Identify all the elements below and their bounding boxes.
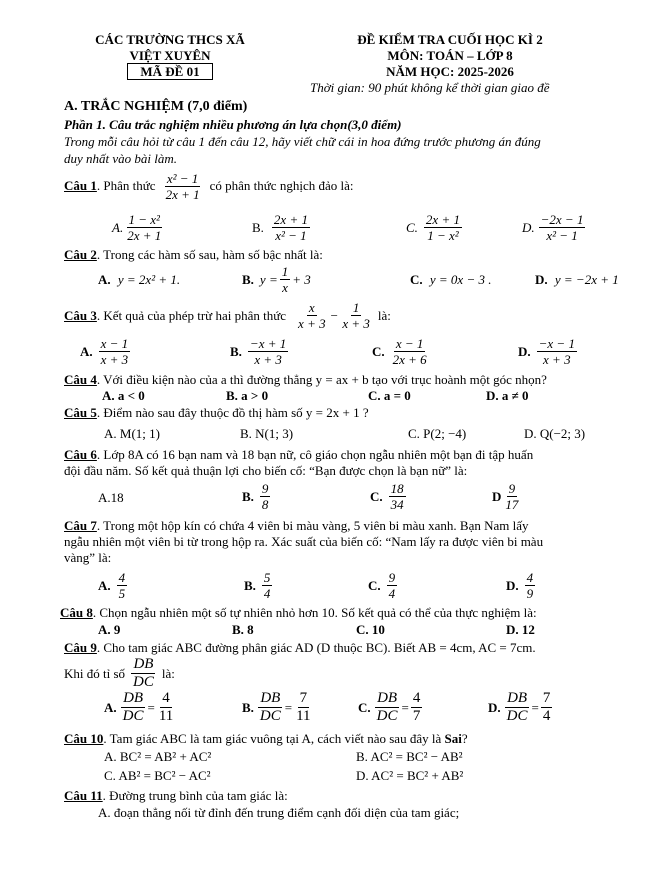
part1-instruction-line1: Trong mỗi câu hỏi từ câu 1 đến câu 12, hãy viết chữ cái in hoa đứng trước phương án đúng bbox=[64, 134, 541, 149]
option-c: C. a = 0 bbox=[368, 388, 411, 403]
question-label: Câu 5 bbox=[64, 405, 97, 420]
fraction-denominator: DC bbox=[122, 708, 144, 724]
option-letter: D. bbox=[522, 220, 535, 235]
option-fraction bbox=[375, 690, 400, 725]
option-b bbox=[252, 212, 312, 243]
question-6-line1 bbox=[64, 447, 533, 462]
option-fraction bbox=[294, 690, 312, 725]
fraction-denominator: DC bbox=[376, 708, 398, 724]
fraction-denominator: 4 bbox=[263, 586, 271, 601]
option-c: C. P(2; −4) bbox=[408, 426, 467, 441]
fraction-numerator: 4 bbox=[162, 690, 170, 706]
option-letter: D. bbox=[488, 700, 501, 715]
fraction-numerator: DB bbox=[260, 690, 281, 706]
question-label: Câu 7 bbox=[64, 518, 97, 533]
option-b: B. a > 0 bbox=[226, 388, 269, 403]
question-4 bbox=[64, 372, 547, 387]
fraction bbox=[296, 300, 328, 331]
fraction-numerator: DB bbox=[377, 690, 398, 706]
fraction-denominator: DC bbox=[506, 708, 528, 724]
option-text: y = −2x + 1 bbox=[554, 272, 619, 287]
option-fraction bbox=[525, 570, 536, 601]
question-label: Câu 9 bbox=[64, 640, 97, 655]
question-text: . Điểm nào sau đây thuộc đồ thị hàm số y = 2x + 1 ? bbox=[96, 405, 369, 420]
option-b bbox=[242, 264, 311, 295]
fraction-numerator: 9 bbox=[508, 481, 516, 496]
question-11 bbox=[64, 788, 288, 803]
fraction-denominator: 34 bbox=[390, 497, 404, 512]
fraction-numerator: 1 − x² bbox=[128, 212, 160, 227]
section-a-title: A. TRẮC NGHIỆM (7,0 điểm) bbox=[64, 99, 248, 114]
question-text: Khi đó tỉ số bbox=[64, 666, 126, 681]
option-b bbox=[230, 336, 290, 367]
option-d bbox=[492, 481, 522, 512]
option-fraction bbox=[125, 212, 163, 243]
fraction bbox=[131, 656, 156, 691]
fraction-denominator: 4 bbox=[542, 708, 551, 724]
option-a bbox=[112, 212, 165, 243]
option-letter: C. bbox=[406, 220, 418, 235]
option-fraction bbox=[411, 690, 423, 725]
option-fraction bbox=[505, 690, 530, 725]
fraction-numerator: 4 bbox=[412, 690, 421, 706]
question-1 bbox=[64, 170, 353, 202]
fraction-numerator: 2x + 1 bbox=[273, 212, 308, 227]
option-letter: B. bbox=[230, 344, 242, 359]
fraction-denominator: 2x + 6 bbox=[392, 352, 427, 367]
option-a: A. a < 0 bbox=[102, 388, 145, 403]
option-text: y = bbox=[259, 272, 278, 287]
option-fraction bbox=[117, 570, 128, 601]
option-d bbox=[522, 212, 587, 243]
option-letter: D. bbox=[518, 344, 531, 359]
option-fraction bbox=[537, 336, 577, 367]
option-d bbox=[488, 690, 554, 725]
option-letter: B. bbox=[242, 700, 254, 715]
question-text: . Trong một hộp kín có chứa 4 viên bi màu vàng, 5 viên bi màu xanh. Bạn Nam lấy bbox=[96, 518, 529, 533]
fraction-denominator: 2x + 1 bbox=[127, 228, 162, 243]
fraction-numerator: DB bbox=[123, 690, 144, 706]
school-name-line2: VIỆT XUYÊN bbox=[129, 48, 211, 63]
fraction-numerator: 1 bbox=[352, 300, 360, 315]
option-letter: D bbox=[492, 489, 502, 504]
fraction bbox=[340, 300, 372, 331]
option-fraction bbox=[248, 336, 288, 367]
fraction-numerator: 1 bbox=[281, 264, 289, 279]
option-c bbox=[406, 212, 464, 243]
question-5 bbox=[64, 405, 369, 420]
option-b bbox=[244, 570, 274, 601]
option-letter: D. bbox=[506, 578, 519, 593]
option-c: C. AB² = BC² − AC² bbox=[104, 768, 211, 783]
fraction-denominator: 2x + 1 bbox=[165, 186, 200, 202]
fraction-numerator: x bbox=[308, 300, 315, 315]
option-letter: C. bbox=[368, 578, 381, 593]
option-letter: C. bbox=[372, 344, 385, 359]
option-letter: C. bbox=[370, 489, 383, 504]
fraction-denominator: x + 3 bbox=[254, 352, 282, 367]
fraction-denominator: 11 bbox=[296, 708, 311, 724]
question-label: Câu 11 bbox=[64, 788, 103, 803]
fraction bbox=[164, 171, 202, 202]
option-a bbox=[80, 336, 132, 367]
option-a: A. BC² = AB² + AC² bbox=[104, 749, 212, 764]
option-letter: B. bbox=[242, 272, 254, 287]
fraction-numerator: 2x + 1 bbox=[425, 212, 460, 227]
option-fraction bbox=[280, 264, 291, 295]
fraction-denominator: 8 bbox=[261, 497, 269, 512]
fraction-numerator: 4 bbox=[118, 570, 126, 585]
question-6-line2: đội đầu năm. Số kết quả thuận lợi cho biến cố: “Bạn được chọn là bạn nữ” là: bbox=[64, 463, 468, 478]
equals-sign: = bbox=[284, 700, 293, 715]
question-text: ? bbox=[461, 731, 468, 746]
part1-title: Phần 1. Câu trắc nghiệm nhiều phương án lựa chọn(3,0 điểm) bbox=[64, 117, 402, 132]
exam-code-box: MÃ ĐỀ 01 bbox=[127, 63, 212, 80]
fraction-denominator: 7 bbox=[412, 708, 421, 724]
option-letter: A. bbox=[112, 220, 124, 235]
fraction-denominator: 9 bbox=[526, 586, 534, 601]
option-b: B. AC² = BC² − AB² bbox=[356, 749, 463, 764]
option-letter: D. bbox=[535, 272, 548, 287]
question-7-line2: ngẫu nhiên một viên bi từ trong hộp ra. Xác suất của biến cố: “Nam lấy ra được viên bi màu bbox=[64, 534, 544, 549]
fraction-numerator: 9 bbox=[261, 481, 269, 496]
option-fraction bbox=[387, 570, 398, 601]
question-7-line3: vàng” là: bbox=[64, 550, 112, 565]
option-fraction bbox=[539, 212, 586, 243]
option-fraction bbox=[121, 690, 146, 725]
option-fraction bbox=[99, 336, 131, 367]
question-10 bbox=[64, 731, 468, 746]
school-name-line1: CÁC TRƯỜNG THCS XÃ bbox=[95, 32, 245, 47]
fraction-numerator: DB bbox=[507, 690, 528, 706]
question-label: Câu 4 bbox=[64, 372, 97, 387]
option-d: D. a ≠ 0 bbox=[486, 388, 529, 403]
option-b: B. N(1; 3) bbox=[240, 426, 294, 441]
fraction-denominator: x² − 1 bbox=[275, 228, 307, 243]
fraction-numerator: 18 bbox=[390, 481, 404, 496]
question-text: có phân thức nghịch đảo là: bbox=[209, 178, 354, 193]
fraction-numerator: DB bbox=[133, 656, 154, 672]
fraction-numerator: 9 bbox=[388, 570, 396, 585]
fraction-denominator: x + 3 bbox=[543, 352, 571, 367]
question-text: . Cho tam giác ABC đường phân giác AD (D thuộc BC). Biết AB = 4cm, AC = 7cm. bbox=[96, 640, 536, 655]
option-c bbox=[358, 690, 424, 725]
option-fraction bbox=[258, 690, 283, 725]
fraction-numerator: −2x − 1 bbox=[540, 212, 584, 227]
question-text: . Trong các hàm số sau, hàm số bậc nhất là: bbox=[96, 247, 323, 262]
fraction-denominator: 11 bbox=[158, 708, 174, 724]
fraction-denominator: 17 bbox=[505, 497, 519, 512]
question-7-line1 bbox=[64, 518, 529, 533]
option-d bbox=[506, 570, 537, 601]
option-fraction bbox=[157, 690, 175, 725]
exam-title: ĐỀ KIỂM TRA CUỐI HỌC KÌ 2 bbox=[357, 32, 543, 47]
option-text: y = 0x − 3 . bbox=[429, 272, 492, 287]
exam-year: NĂM HỌC: 2025-2026 bbox=[386, 64, 514, 79]
fraction-numerator: x² − 1 bbox=[166, 170, 199, 186]
fraction-denominator: x + 3 bbox=[298, 316, 326, 331]
option-a: A.18 bbox=[98, 490, 124, 505]
question-9-line1 bbox=[64, 640, 536, 655]
question-text: . Tam giác ABC là tam giác vuông tại A, cách viết nào sau đây là bbox=[103, 731, 445, 746]
option-letter: C. bbox=[410, 272, 423, 287]
question-label: Câu 8 bbox=[60, 605, 93, 620]
option-letter: A. bbox=[80, 344, 93, 359]
option-b bbox=[242, 481, 272, 512]
option-d: D. AC² = BC² + AB² bbox=[356, 768, 464, 783]
option-letter: C. bbox=[358, 700, 371, 715]
fraction-denominator: 4 bbox=[388, 586, 396, 601]
fraction-numerator: −x + 1 bbox=[249, 336, 287, 351]
fraction-denominator: 1 − x² bbox=[427, 228, 459, 243]
option-b: B. 8 bbox=[232, 622, 254, 637]
option-c bbox=[370, 481, 408, 512]
option-d: D. Q(−2; 3) bbox=[524, 426, 586, 441]
fraction-numerator: 7 bbox=[542, 690, 551, 706]
option-a: A. M(1; 1) bbox=[104, 426, 160, 441]
option-fraction bbox=[541, 690, 553, 725]
option-c bbox=[372, 336, 431, 367]
question-text: . Lớp 8A có 16 bạn nam và 18 bạn nữ, cô giáo chọn ngẫu nhiên một bạn đi tập huấn bbox=[96, 447, 534, 462]
option-c bbox=[410, 272, 491, 287]
fraction-denominator: x bbox=[282, 280, 288, 295]
fraction-denominator: DC bbox=[133, 674, 154, 690]
question-label: Câu 10 bbox=[64, 731, 104, 746]
fraction-numerator: −x − 1 bbox=[538, 336, 575, 351]
question-text: là: bbox=[377, 308, 391, 323]
equals-sign: = bbox=[401, 700, 409, 715]
fraction-denominator: 5 bbox=[118, 586, 126, 601]
fraction-numerator: 7 bbox=[299, 690, 308, 706]
question-text: . Kết quả của phép trừ hai phân thức bbox=[96, 308, 287, 323]
question-8 bbox=[60, 605, 537, 620]
option-a bbox=[98, 570, 129, 601]
option-a bbox=[104, 690, 177, 725]
option-c: C. 10 bbox=[356, 622, 385, 637]
minus-sign: − bbox=[329, 308, 339, 323]
option-c bbox=[368, 570, 399, 601]
fraction-denominator: x² − 1 bbox=[546, 228, 578, 243]
fraction-numerator: 4 bbox=[526, 570, 534, 585]
question-label: Câu 1 bbox=[64, 178, 97, 193]
option-letter: A. bbox=[98, 272, 111, 287]
fraction-denominator: x + 3 bbox=[342, 316, 370, 331]
question-3 bbox=[64, 300, 391, 331]
fraction-denominator: DC bbox=[259, 708, 281, 724]
option-fraction bbox=[391, 336, 429, 367]
option-letter: B. bbox=[242, 489, 254, 504]
option-a: A. đoạn thẳng nối từ đỉnh đến trung điểm cạnh đối diện của tam giác; bbox=[98, 805, 460, 820]
option-d: D. 12 bbox=[506, 622, 535, 637]
option-fraction bbox=[262, 570, 273, 601]
exam-subject: MÔN: TOÁN – LỚP 8 bbox=[387, 48, 513, 63]
option-letter: A. bbox=[104, 700, 117, 715]
question-label: Câu 2 bbox=[64, 247, 97, 262]
option-letter: B. bbox=[244, 578, 256, 593]
option-text: + 3 bbox=[292, 272, 311, 287]
fraction-numerator: 5 bbox=[263, 570, 271, 585]
question-text: . Chọn ngẫu nhiên một số tự nhiên nhỏ hơn 10. Số kết quả có thể của thực nghiệm là: bbox=[92, 605, 537, 620]
option-fraction bbox=[424, 212, 462, 243]
fraction-denominator: x + 3 bbox=[100, 352, 129, 367]
option-letter: A. bbox=[98, 578, 111, 593]
fraction-numerator: x − 1 bbox=[100, 336, 129, 351]
question-text: . Đường trung bình của tam giác là: bbox=[102, 788, 288, 803]
option-fraction bbox=[272, 212, 310, 243]
option-fraction bbox=[260, 481, 271, 512]
question-9-line2 bbox=[64, 656, 175, 691]
question-emphasis: Sai bbox=[444, 731, 462, 746]
option-fraction bbox=[503, 481, 520, 512]
equals-sign: = bbox=[147, 700, 155, 715]
question-text: là: bbox=[161, 666, 175, 681]
equals-sign: = bbox=[531, 700, 539, 715]
exam-code-box-wrap bbox=[120, 64, 220, 79]
question-text: . Với điều kiện nào của a thì đường thẳng y = ax + b tạo với trục hoành một góc nhọn? bbox=[96, 372, 547, 387]
option-d bbox=[535, 272, 619, 287]
question-2 bbox=[64, 247, 323, 262]
option-fraction bbox=[389, 481, 406, 512]
part1-instruction-line2: duy nhất vào bài làm. bbox=[64, 151, 178, 166]
option-a bbox=[98, 272, 180, 287]
option-letter: B. bbox=[252, 220, 264, 235]
question-text: . Phân thức bbox=[96, 178, 156, 193]
exam-time: Thời gian: 90 phút không kể thời gian giao đề bbox=[310, 80, 550, 95]
fraction-numerator: x − 1 bbox=[395, 336, 424, 351]
question-label: Câu 3 bbox=[64, 308, 97, 323]
option-b bbox=[242, 690, 315, 725]
option-a: A. 9 bbox=[98, 622, 121, 637]
question-label: Câu 6 bbox=[64, 447, 97, 462]
option-d bbox=[518, 336, 579, 367]
option-text: y = 2x² + 1. bbox=[117, 272, 181, 287]
